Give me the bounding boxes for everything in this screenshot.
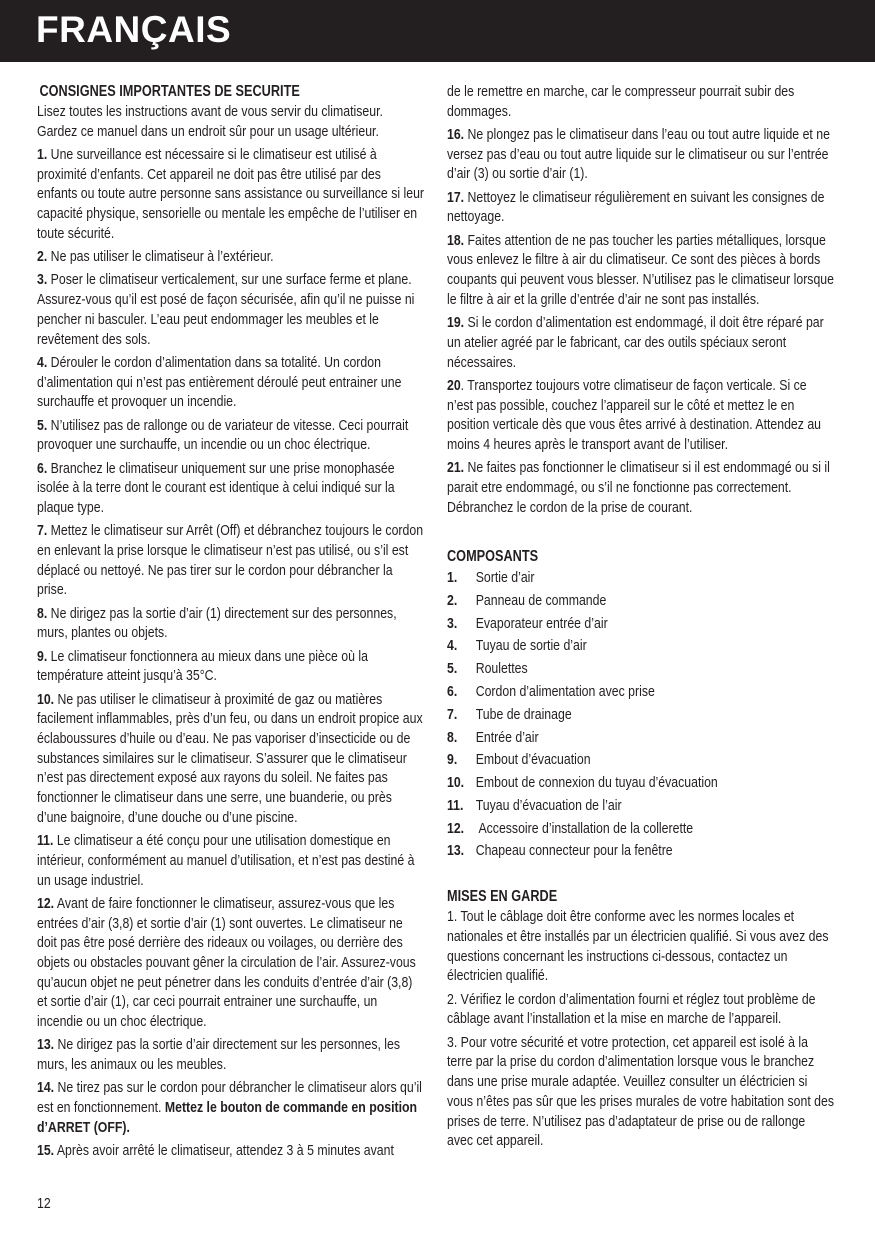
safety-item-text: Si le cordon d’alimentation est endommagé, il doit être réparé par un atelier agréé par le fabricant, car des outils spéciaux seront nécessaires. — [447, 314, 824, 371]
component-number: 9. — [447, 751, 458, 769]
component-label: Sortie d’air — [475, 568, 535, 586]
safety-item-number: 19. — [447, 314, 465, 332]
safety-item-text: Avant de faire fonctionner le climatiseur, assurez-vous que les entrées d’air (3,8) et sortie d’air (1) sont ouvertes. Le climatiseur ne doit pas être posé derrière des rideaux ou voilages, ou derrière des objets ou obstacles pouvant gêner la circulation de l’air. Assurez-vous qu’aucun objet ne peut pénetrer dans les conduits d’entrée d’air (3,8) et sortie d’air (1), car ceci pourrait entrainer une surchauffe, un incendie ou un choc électrique. — [37, 894, 416, 1031]
safety-item-number: 15. — [37, 1142, 55, 1160]
component-number: 12. — [447, 819, 465, 837]
safety-section-title: CONSIGNES IMPORTANTES DE SECURITE — [39, 83, 300, 100]
component-label: Embout d’évacuation — [475, 751, 591, 769]
component-label: Accessoire d’installation de la collerette — [475, 819, 694, 837]
warning-item: 2. Vérifiez le cordon d’alimentation fourni et réglez tout problème de câblage avant l’installation et la mise en marche de l’appareil. — [447, 990, 816, 1028]
safety-item — [37, 647, 424, 686]
safety-item-emphasis: Mettez le bouton de commande en position d’ARRET (OFF). — [37, 1099, 418, 1136]
component-number: 10. — [447, 774, 465, 792]
safety-item — [37, 1078, 424, 1137]
safety-item-text: Poser le climatiseur verticalement, sur une surface ferme et plane. Assurez-vous qu’il est posé de façon sécurisée, afin qu’il ne puisse ni pencher ni basculer. L’eau peut endommager les meubles et le revêtement des sols. — [37, 271, 415, 348]
component-label: Embout de connexion du tuyau d’évacuation — [475, 774, 718, 792]
safety-item — [37, 521, 424, 600]
safety-item — [37, 459, 424, 518]
component-item — [447, 840, 834, 863]
component-item — [447, 613, 834, 636]
safety-item-text: Le climatiseur fonctionnera au mieux dans une pièce où la température atteint jusqu’à 35°C. — [37, 647, 368, 685]
safety-item-text: Ne pas utiliser le climatiseur à l’extérieur. — [50, 248, 274, 266]
safety-item-number: 21. — [447, 459, 465, 477]
safety-item — [37, 416, 424, 455]
component-number: 13. — [447, 842, 465, 860]
safety-item — [37, 1141, 424, 1161]
safety-item-text: Une surveillance est nécessaire si le climatiseur est utilisé à proximité d’enfants. Cet appareil ne doit pas être utilisé par des enfants ou toute autre personne sans assistance ou surveillance si leur capacité physique, sensorielle ou mentale les empêche de l’utiliser en toute sécurité. — [37, 146, 425, 242]
safety-item-number: 18. — [447, 231, 465, 249]
component-number: 4. — [447, 637, 458, 655]
safety-item — [37, 690, 424, 828]
safety-item — [37, 604, 424, 643]
component-label: Chapeau connecteur pour la fenêtre — [475, 842, 673, 860]
component-label: Roulettes — [475, 660, 528, 678]
safety-item-number: 14. — [37, 1079, 55, 1097]
safety-list-left — [37, 145, 424, 1161]
component-label: Panneau de commande — [475, 591, 607, 609]
safety-list-right — [447, 125, 834, 517]
safety-item-number: 13. — [37, 1036, 55, 1054]
component-number: 3. — [447, 614, 458, 632]
safety-item — [37, 270, 424, 349]
safety-item-number: 16. — [447, 126, 465, 143]
safety-item-number: 7. — [37, 522, 48, 540]
safety-item-text: Après avoir arrêté le climatiseur, attendez 3 à 5 minutes avant — [56, 1142, 394, 1160]
safety-item-text: Ne plongez pas le climatiseur dans l’eau ou tout autre liquide et ne versez pas d’eau ou tout autre liquide sur le climatiseur ou sur l’entrée d’air (3) ou sortie d’air (1). — [447, 126, 830, 183]
safety-item-text: Le climatiseur a été conçu pour une utilisation domestique en intérieur, conformément au manuel d’utilisation, et n’est pas destiné à un usage industriel. — [37, 832, 415, 889]
safety-item-text: N’utilisez pas de rallonge ou de variateur de vitesse. Ceci pourrait provoquer une surchauffe, un incendie ou un choc électrique. — [37, 416, 409, 454]
safety-item-text: Ne tirez pas sur le cordon pour débrancher le climatiseur alors qu’il est en fonctionnement. — [37, 1079, 422, 1117]
safety-item-15-continuation: de le remettre en marche, car le compresseur pourrait subir des dommages. — [447, 83, 795, 120]
safety-item-text: Faites attention de ne pas toucher les parties métalliques, lorsque vous enlevez le filtre à air du climatiseur. Ce sont des pièces à bords coupants qui peuvent vous blesser. N’utilisez pas le climatiseur lorsque le filtre à air et la grille d’entrée d’air ne sont pas installés. — [447, 231, 834, 308]
component-item — [447, 749, 834, 772]
warning-item: 1. Tout le câblage doit être conforme avec les normes locales et nationales et être installés par un électricien qualifié. Si vous avez des questions concernant les instructions ci-dessous, contactez un électricien qualifié. — [447, 908, 829, 985]
safety-item — [37, 894, 424, 1032]
right-column — [447, 82, 834, 1155]
language-title: FRANÇAIS — [36, 9, 232, 50]
safety-item-text: . Transportez toujours votre climatiseur de façon verticale. Si ce n’est pas possible, couchez l’appareil sur le côté et mettez le en position verticale dès que vous êtes arrivé à destination. Attendez au moins 4 heures après le transport avant de l’utiliser. — [447, 376, 822, 453]
safety-item-text: Ne dirigez pas la sortie d’air (1) directement sur des personnes, murs, plantes ou objets. — [37, 604, 397, 642]
component-item — [447, 818, 834, 841]
left-column — [37, 82, 424, 1164]
component-item — [447, 658, 834, 681]
component-item — [447, 681, 834, 704]
safety-intro: Lisez toutes les instructions avant de vous servir du climatiseur. Gardez ce manuel dans un endroit sûr pour un usage ultérieur. — [37, 103, 383, 140]
safety-item — [447, 231, 834, 310]
component-number: 11. — [447, 796, 464, 814]
component-number: 1. — [447, 568, 458, 586]
safety-item-number: 11. — [37, 832, 54, 850]
component-label: Tube de drainage — [475, 705, 572, 723]
safety-item — [447, 188, 834, 227]
safety-item-number: 1. — [37, 146, 48, 163]
warning-item: 3. Pour votre sécurité et votre protection, cet appareil est isolé à la terre par la prise du cordon d’alimentation lorsque vous le branchez dans une prise murale adaptée. Veuillez consulter un éléctricien si vous n’êtes pas sûr que les prises murales de votre habitation sont des prises de terre. N’utilisez pas d’adaptateur de prise ou de rallonge avec cet appareil. — [447, 1033, 834, 1150]
safety-item-text: Ne dirigez pas la sortie d’air directement sur les personnes, les murs, les animaux ou les meubles. — [37, 1036, 401, 1074]
safety-item-number: 3. — [37, 271, 48, 289]
safety-item-number: 9. — [37, 647, 48, 665]
language-header-bar — [0, 0, 875, 62]
safety-item-text: Nettoyez le climatiseur régulièrement en suivant les consignes de nettoyage. — [447, 188, 825, 226]
safety-item — [37, 145, 424, 244]
safety-item-number: 8. — [37, 604, 48, 622]
page-number: 12 — [37, 1195, 51, 1212]
component-number: 8. — [447, 728, 458, 746]
component-item — [447, 704, 834, 727]
safety-item — [37, 1035, 424, 1074]
safety-item — [447, 458, 834, 517]
component-item — [447, 772, 834, 795]
safety-item-text: Ne faites pas fonctionner le climatiseur si il est endommagé ou si il parait etre endommagé, ou s’il ne fonctionne pas correctement. Débranchez le cordon de la prise de courant. — [447, 459, 830, 516]
safety-item — [447, 313, 834, 372]
safety-item — [37, 247, 424, 267]
component-label: Entrée d’air — [475, 728, 539, 746]
component-number: 7. — [447, 705, 458, 723]
component-item — [447, 590, 834, 613]
component-label: Tuyau de sortie d’air — [475, 637, 587, 655]
component-item — [447, 567, 834, 590]
component-number: 6. — [447, 682, 458, 700]
safety-item-number: 17. — [447, 188, 465, 206]
safety-item — [447, 125, 834, 184]
safety-item-number: 20 — [447, 376, 461, 394]
safety-item-number: 4. — [37, 353, 48, 371]
safety-item — [37, 353, 424, 412]
safety-item-number: 6. — [37, 459, 48, 477]
safety-item-number: 10. — [37, 690, 55, 708]
components-list — [447, 567, 834, 863]
safety-item-text: Dérouler le cordon d’alimentation dans sa totalité. Un cordon d’alimentation qui n’est pas entièrement déroulé peut entrainer une surchauffe et provoquer un incendie. — [37, 353, 402, 411]
safety-item — [447, 376, 834, 455]
component-item — [447, 795, 834, 818]
warnings-list — [447, 907, 834, 1151]
component-label: Tuyau d’évacuation de l’air — [475, 796, 622, 814]
safety-item-text: Mettez le climatiseur sur Arrêt (Off) et débranchez toujours le cordon en enlevant la prise lorsque le climatiseur n’est pas utilisé, ou s’il est déplacé ou nettoyé. Ne pas tirer sur le cordon pour débrancher la prise. — [37, 522, 424, 599]
component-number: 2. — [447, 591, 458, 609]
component-number: 5. — [447, 660, 458, 678]
safety-item-number: 5. — [37, 416, 48, 434]
component-label: Evaporateur entrée d’air — [475, 614, 608, 632]
warnings-section-title: MISES EN GARDE — [447, 888, 558, 906]
component-item — [447, 635, 834, 658]
safety-item-text: Branchez le climatiseur uniquement sur une prise monophasée isolée à la terre dont le courant est identique à celui indiqué sur la plaque type. — [37, 459, 395, 516]
components-section-title: COMPOSANTS — [447, 547, 539, 565]
safety-item-text: Ne pas utiliser le climatiseur à proximité de gaz ou matières facilement inflammables, près d’un feu, ou dans un endroit propice aux éclaboussures d’huile ou d’eau. Ne pas vaporiser d’insecticide ou de substances similaires sur le climatiseur. S’assurer que le climatiseur n’est pas directement exposé aux rayons du soleil. Ne faites pas fonctionner le climatiseur dans une serre, une buanderie, ou près d’une baignoire, d’une douche ou d’une piscine. — [37, 690, 423, 826]
component-label: Cordon d’alimentation avec prise — [475, 682, 655, 700]
safety-item — [37, 831, 424, 890]
safety-item-number: 12. — [37, 894, 55, 912]
safety-item-number: 2. — [37, 248, 48, 266]
component-item — [447, 727, 834, 750]
